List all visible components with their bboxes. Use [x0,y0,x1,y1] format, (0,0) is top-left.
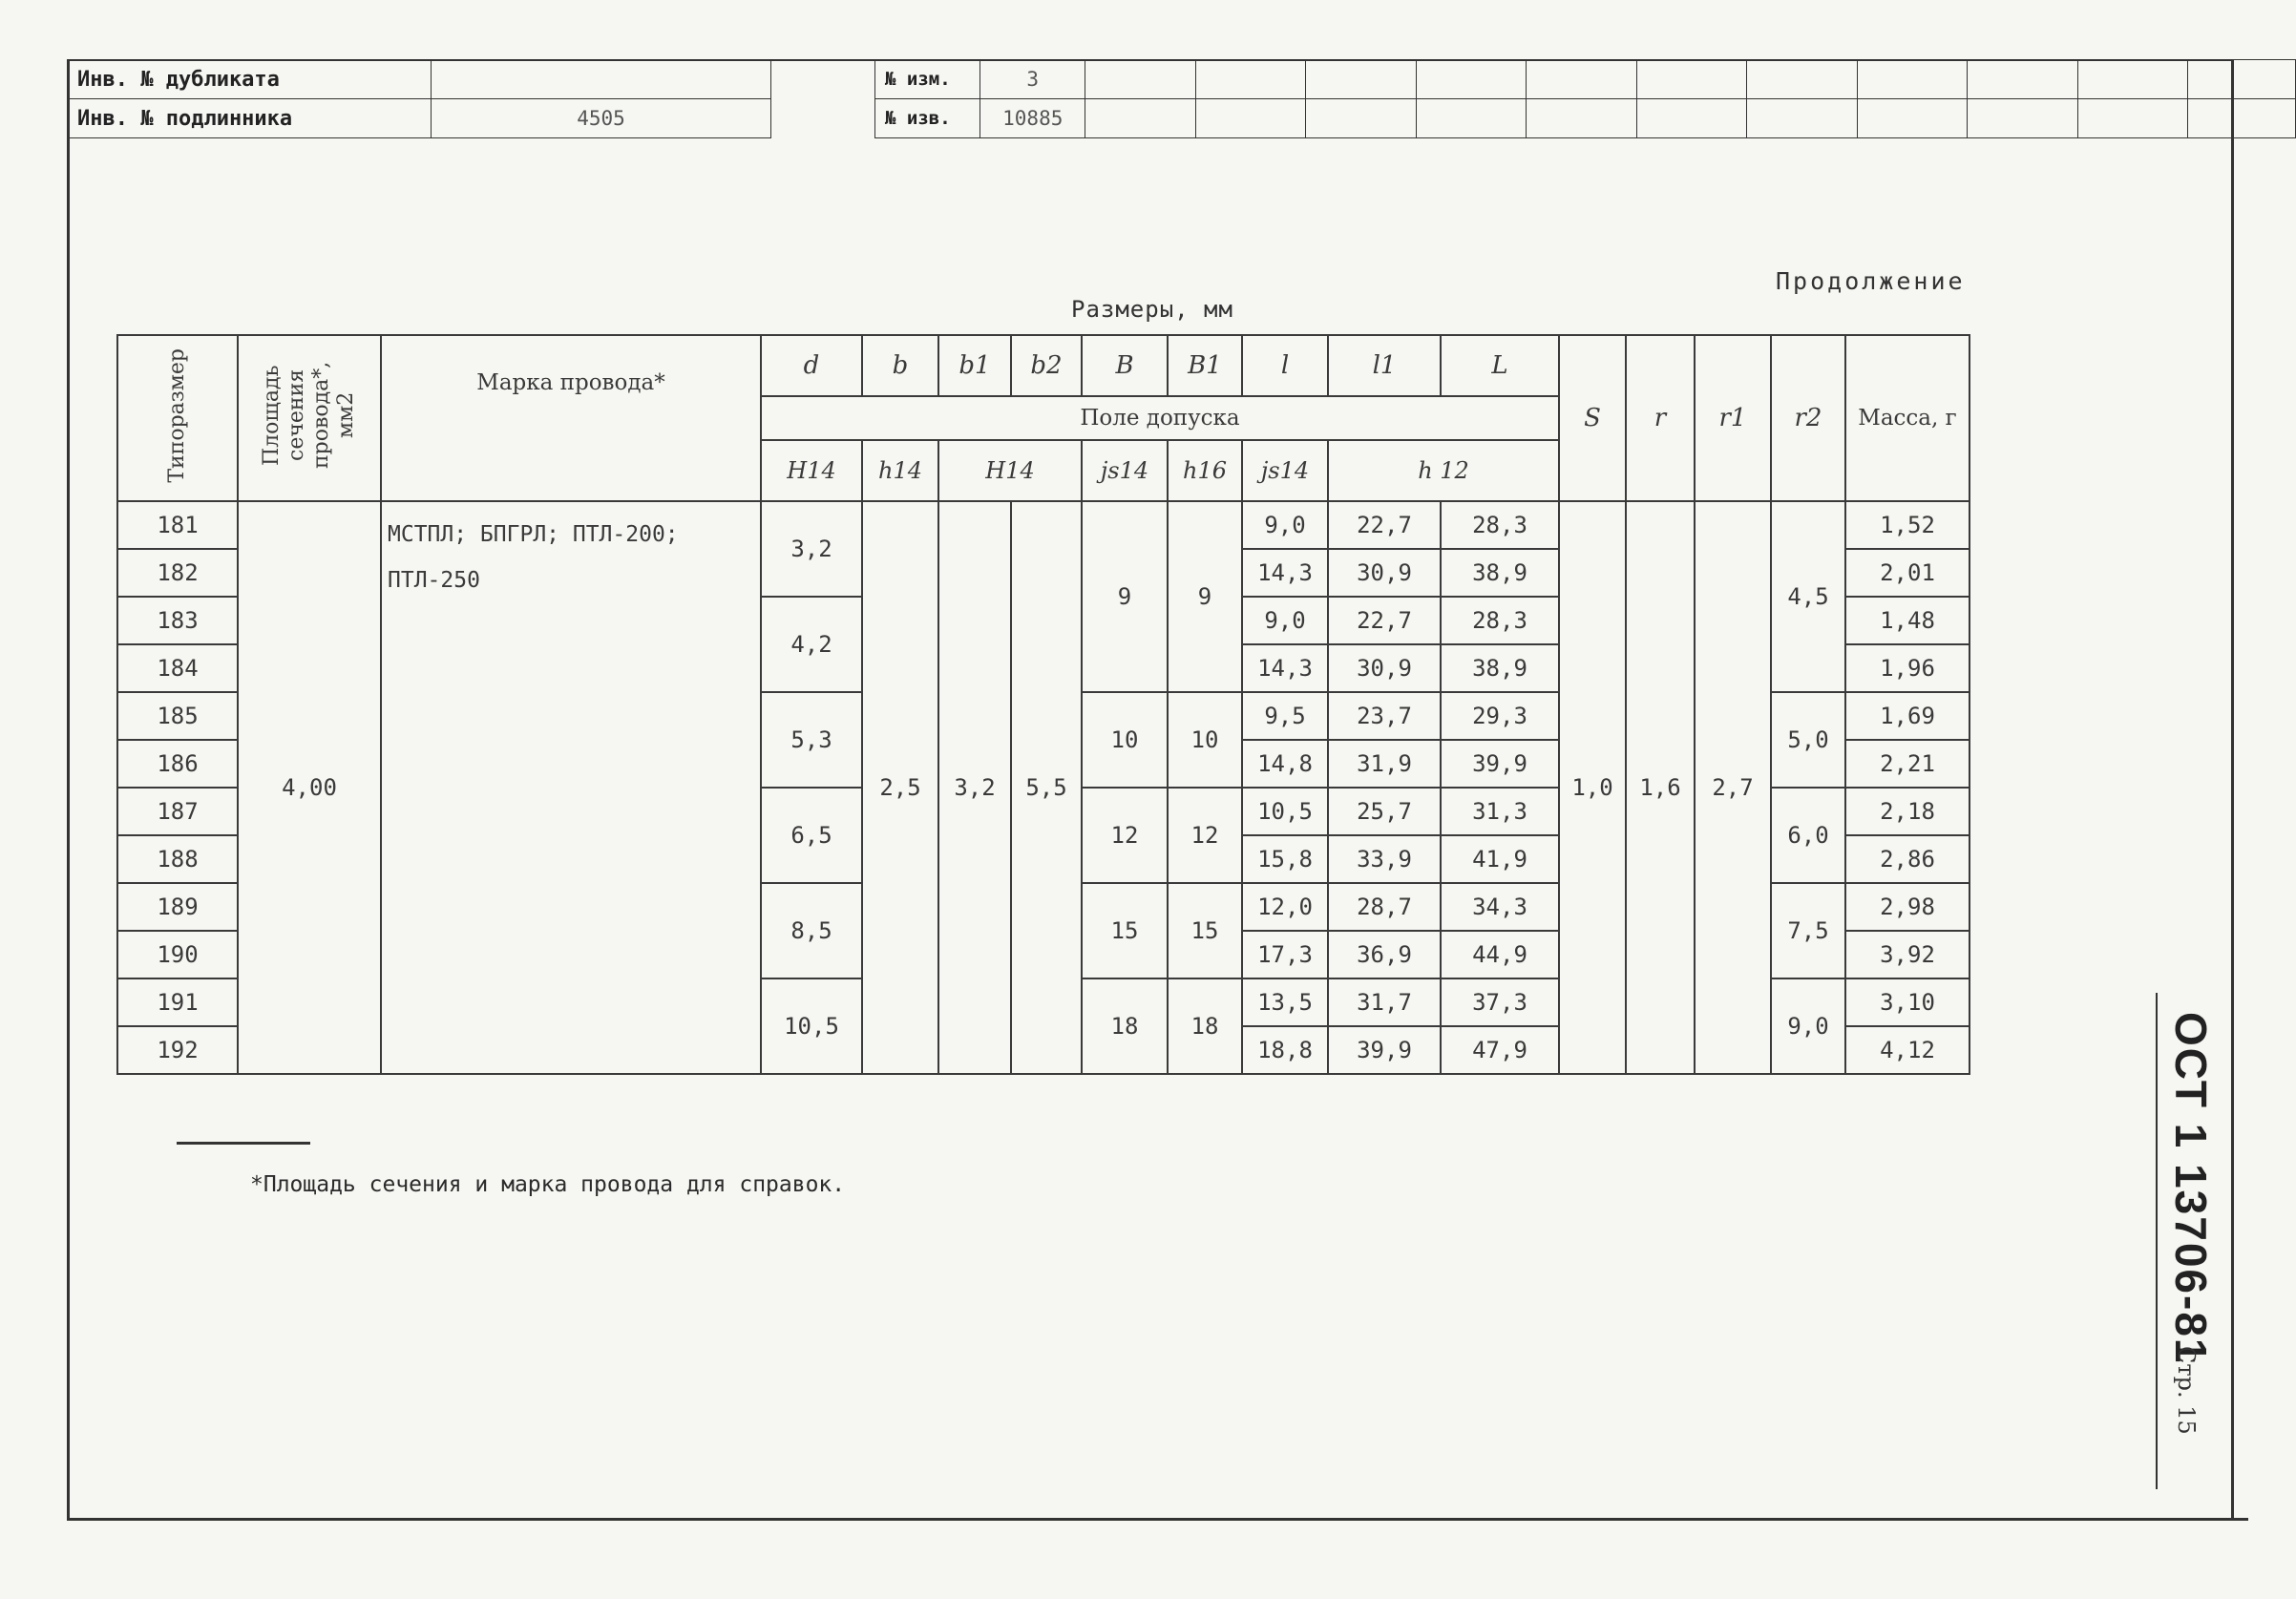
inventory-header-table [67,59,771,138]
cell-L: 37,3 [1441,978,1559,1026]
register-cell [1636,60,1747,99]
col-header-l1: l1 [1328,335,1441,396]
cell-B1: 9 [1168,501,1242,692]
cell-mass: 1,69 [1845,692,1970,740]
cell-r2: 6,0 [1771,788,1845,883]
register-cell [1857,99,1968,138]
notice-no-value: 10885 [980,99,1085,138]
cell-mass: 2,01 [1845,549,1970,597]
cell-L: 34,3 [1441,883,1559,931]
register-cell [1527,99,1637,138]
cell-l: 14,8 [1242,740,1328,788]
cell-L: 41,9 [1441,835,1559,883]
table-row [117,501,1970,549]
cell-L: 44,9 [1441,931,1559,978]
register-cell [2188,60,2296,99]
cell-l1: 31,7 [1328,978,1441,1026]
cell-B: 10 [1082,692,1168,788]
footnote-rule [177,1142,310,1145]
register-cell [1636,99,1747,138]
cell-r2: 4,5 [1771,501,1845,692]
col-header-B: B [1082,335,1168,396]
inv-orig-value: 4505 [432,99,771,138]
cell-typesize: 188 [117,835,238,883]
continuation-label: Продолжение [1776,267,1966,295]
cell-typesize: 182 [117,549,238,597]
cell-area: 4,00 [238,501,381,1074]
register-cell [1747,60,1858,99]
cell-mass: 3,92 [1845,931,1970,978]
tol-l1-L: h 12 [1328,440,1559,501]
register-cell [1306,99,1417,138]
col-header-mark: Марка провода* [381,335,761,501]
cell-B1: 15 [1168,883,1242,978]
register-cell [1416,99,1527,138]
cell-l1: 39,9 [1328,1026,1441,1074]
cell-l1: 30,9 [1328,644,1441,692]
register-cell [1085,60,1196,99]
cell-L: 38,9 [1441,644,1559,692]
frame-bottom-border [67,1518,2248,1521]
cell-l: 14,3 [1242,549,1328,597]
col-header-l: l [1242,335,1328,396]
cell-l1: 33,9 [1328,835,1441,883]
table-body [117,501,1970,1074]
cell-r1: 2,7 [1695,501,1771,1074]
cell-mark: МСТПЛ; БПГРЛ; ПТЛ-200; ПТЛ-250 [381,501,761,1074]
cell-mass: 3,10 [1845,978,1970,1026]
cell-mass: 2,98 [1845,883,1970,931]
col-header-L: L [1441,335,1559,396]
tol-b1-b2: H14 [938,440,1082,501]
cell-l1: 28,7 [1328,883,1441,931]
tol-B: js14 [1082,440,1168,501]
cell-l: 13,5 [1242,978,1328,1026]
cell-d: 6,5 [761,788,862,883]
register-cell [2188,99,2296,138]
side-rule [2156,993,2158,1489]
register-cell [1747,99,1858,138]
tol-d: H14 [761,440,862,501]
register-cell [2077,99,2188,138]
col-header-b2: b2 [1011,335,1082,396]
cell-L: 39,9 [1441,740,1559,788]
cell-l: 9,0 [1242,501,1328,549]
cell-mass: 1,96 [1845,644,1970,692]
cell-d: 5,3 [761,692,862,788]
col-header-mass: Масса, г [1845,335,1970,501]
frame-left-border [67,59,70,1520]
cell-l1: 30,9 [1328,549,1441,597]
tolerance-field-header: Поле допуска [761,396,1559,440]
inv-dup-value [432,60,771,99]
cell-typesize: 184 [117,644,238,692]
register-cell [1195,60,1306,99]
register-cell [1085,99,1196,138]
cell-b1: 3,2 [938,501,1011,1074]
register-cell [1416,60,1527,99]
cell-l1: 31,9 [1328,740,1441,788]
register-cell [1968,99,2078,138]
cell-l1: 23,7 [1328,692,1441,740]
cell-typesize: 181 [117,501,238,549]
cell-b: 2,5 [862,501,938,1074]
register-cell [1857,60,1968,99]
cell-l: 18,8 [1242,1026,1328,1074]
col-header-b: b [862,335,938,396]
register-cell [1527,60,1637,99]
register-cell [1306,60,1417,99]
cell-d: 8,5 [761,883,862,978]
col-header-d: d [761,335,862,396]
cell-mass: 1,52 [1845,501,1970,549]
tol-l: js14 [1242,440,1328,501]
cell-l: 14,3 [1242,644,1328,692]
cell-d: 10,5 [761,978,862,1074]
footnote: *Площадь сечения и марка провода для справок. [250,1172,846,1197]
col-header-r: r [1626,335,1695,501]
cell-l: 15,8 [1242,835,1328,883]
col-header-B1: B1 [1168,335,1242,396]
change-no-label: № изм. [875,60,980,99]
cell-r2: 9,0 [1771,978,1845,1074]
register-cell [2077,60,2188,99]
cell-L: 47,9 [1441,1026,1559,1074]
cell-b2: 5,5 [1011,501,1082,1074]
cell-B1: 10 [1168,692,1242,788]
cell-mass: 2,18 [1845,788,1970,835]
cell-typesize: 183 [117,597,238,644]
register-cell [1968,60,2078,99]
inv-orig-label: Инв. № подлинника [68,99,432,138]
cell-typesize: 192 [117,1026,238,1074]
cell-typesize: 189 [117,883,238,931]
cell-l: 12,0 [1242,883,1328,931]
cell-typesize: 186 [117,740,238,788]
cell-typesize: 187 [117,788,238,835]
cell-l1: 36,9 [1328,931,1441,978]
cell-B1: 12 [1168,788,1242,883]
cell-L: 29,3 [1441,692,1559,740]
cell-l: 9,0 [1242,597,1328,644]
cell-L: 28,3 [1441,501,1559,549]
col-header-area: Площадь сечения провода*, мм2 [238,335,381,501]
cell-B: 9 [1082,501,1168,692]
cell-B1: 18 [1168,978,1242,1074]
cell-typesize: 190 [117,931,238,978]
cell-B: 15 [1082,883,1168,978]
dimensions-caption: Размеры, мм [1071,296,1233,323]
cell-r: 1,6 [1626,501,1695,1074]
page-number: Стр. 15 [2173,1346,2200,1435]
cell-L: 38,9 [1441,549,1559,597]
cell-S: 1,0 [1559,501,1626,1074]
cell-l1: 22,7 [1328,501,1441,549]
cell-mass: 2,21 [1845,740,1970,788]
cell-mass: 2,86 [1845,835,1970,883]
cell-l1: 22,7 [1328,597,1441,644]
cell-l: 10,5 [1242,788,1328,835]
cell-B: 12 [1082,788,1168,883]
cell-L: 28,3 [1441,597,1559,644]
inv-dup-label: Инв. № дубликата [68,60,432,99]
col-header-r2: r2 [1771,335,1845,501]
cell-r2: 7,5 [1771,883,1845,978]
frame-right-border [2231,59,2234,1520]
cell-typesize: 185 [117,692,238,740]
cell-typesize: 191 [117,978,238,1026]
cell-mass: 4,12 [1845,1026,1970,1074]
register-cell [1195,99,1306,138]
col-header-S: S [1559,335,1626,501]
cell-l1: 25,7 [1328,788,1441,835]
cell-B: 18 [1082,978,1168,1074]
cell-L: 31,3 [1441,788,1559,835]
cell-l: 17,3 [1242,931,1328,978]
change-no-value: 3 [980,60,1085,99]
tol-B1: h16 [1168,440,1242,501]
cell-d: 3,2 [761,501,862,597]
col-header-b1: b1 [938,335,1011,396]
cell-mass: 1,48 [1845,597,1970,644]
col-header-r1: r1 [1695,335,1771,501]
cell-d: 4,2 [761,597,862,692]
col-header-typesize: Типоразмер [117,335,238,501]
tol-b: h14 [862,440,938,501]
notice-no-label: № изв. [875,99,980,138]
standard-code: ОСТ 1 13706-81 [2166,1012,2216,1365]
dimensions-table [116,334,1970,1075]
cell-r2: 5,0 [1771,692,1845,788]
change-register-table [874,59,2296,138]
cell-l: 9,5 [1242,692,1328,740]
